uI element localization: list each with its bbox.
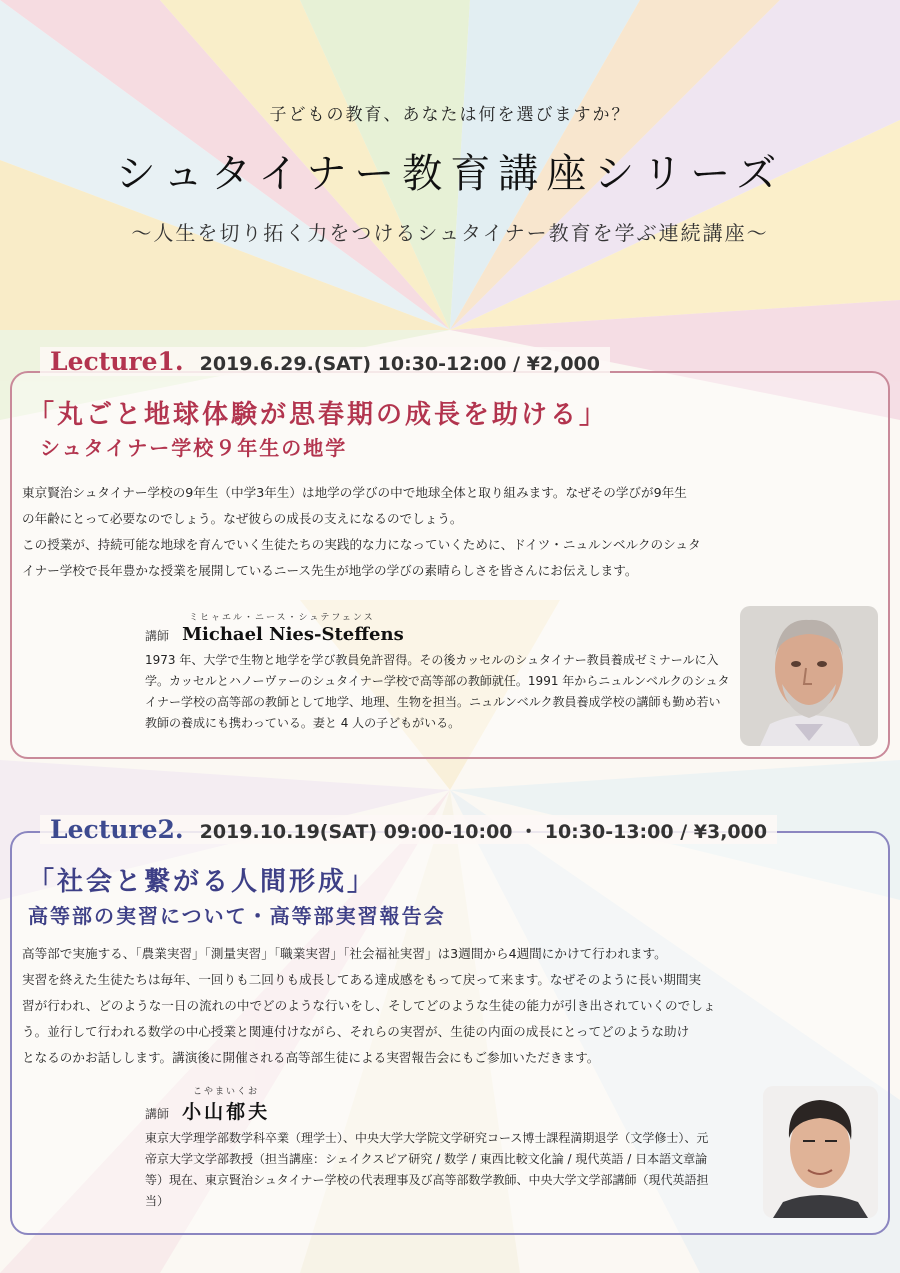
lecturer-bio <box>145 1128 735 1212</box>
lecturer1-photo <box>740 606 878 746</box>
description-line: 実習を終えた生徒たちは毎年、一回りも二回りも成長してある達成感をもって戻って来ます。なぜそのように長い期間実 <box>22 972 702 987</box>
lecturer-role: 講師 <box>145 629 170 643</box>
lecture1-header <box>40 347 610 376</box>
lecture2-lecturer <box>145 1084 735 1212</box>
lecturer-bio <box>145 650 735 734</box>
page-title: シュタイナー教育講座シリーズ <box>115 151 785 197</box>
lecturer-name: Michael Nies-Steffens <box>182 624 404 645</box>
lecture2-label: Lecture2. <box>50 815 184 844</box>
bio-line: 1973 年、大学で生物と地学を学び教員免許習得。その後カッセルのシュタイナー教員養成ゼミナールに入 <box>145 653 719 667</box>
lecture2-title: 「社会と繋がる人間形成」 <box>28 867 377 897</box>
lecturer-ruby: ミヒャエル・ニース・シュテフェンス <box>189 613 375 623</box>
lecture1-lecturer <box>145 610 735 734</box>
page-subtitle: ～人生を切り拓く力をつけるシュタイナー教育を学ぶ連続講座～ <box>131 221 769 245</box>
description-line: となるのかお話しします。講演後に開催される高等部生徒による実習報告会にもご参加いただきます。 <box>22 1050 600 1065</box>
lecture1-date: 2019.6.29.(SAT) 10:30-12:00 / ¥2,000 <box>199 353 600 375</box>
lecture1-subtitle: シュタイナー学校９年生の地学 <box>40 436 348 460</box>
description-line: 東京賢治シュタイナー学校の9年生（中学3年生）は地学の学びの中で地球全体と取り組みます。なぜその学びが9年生 <box>22 485 687 500</box>
tagline: 子どもの教育、あなたは何を選びますか？ <box>269 105 631 125</box>
lecturer2-photo <box>763 1086 878 1218</box>
bio-line: 東京大学理学部数学科卒業（理学士）、中央大学大学院文学研究コース博士課程満期退学（文学修士）、元 <box>145 1131 709 1145</box>
bio-line: 帝京大学文学部教授（担当講座：シェイクスピア研究 / 数学 / 東西比較文化論 / 現代英語 / 日本語文章論 <box>145 1152 708 1166</box>
bio-line: イナー学校の高等部の教師として地学、地理、生物を担当。ニュルンベルク教員養成学校の講師も勤め若い <box>145 695 721 709</box>
bio-line: 教師の養成にも携わっている。妻と 4 人の子どもがいる。 <box>145 716 461 730</box>
description-line: この授業が、持続可能な地球を育んでいく生徒たちの実践的な力になっていくために、ドイツ・ニュルンベルクのシュタ <box>22 537 701 552</box>
lecturer-ruby: こやまいくお <box>193 1087 260 1097</box>
bio-line: 学。カッセルとハノーヴァーのシュタイナー学校で高等部の教師就任。1991 年からニュルンベルクのシュタ <box>145 674 730 688</box>
lecture2-date: 2019.10.19(SAT) 09:00-10:00 ・ 10:30-13:00 / ¥3,000 <box>199 821 768 843</box>
lecture1-label: Lecture1. <box>50 347 184 376</box>
lecturer-name: 小山郁夫 <box>182 1101 271 1123</box>
lecture2-header <box>40 815 777 844</box>
description-line: の年齢にとって必要なのでしょう。なぜ彼らの成長の支えになるのでしょう。 <box>22 511 463 526</box>
lecture2-description <box>22 941 872 1071</box>
lecture2-subtitle: 高等部の実習について・高等部実習報告会 <box>28 904 446 928</box>
description-line: 高等部で実施する、「農業実習」「測量実習」「職業実習」「社会福祉実習」は3週間から4週間にかけて行われます。 <box>22 946 667 961</box>
lecture1-title: 「丸ごと地球体験が思春期の成長を助ける」 <box>28 400 609 430</box>
description-line: イナー学校で長年豊かな授業を展開しているニース先生が地学の学びの素晴らしさを皆さんにお伝えします。 <box>22 563 638 578</box>
lecturer-role: 講師 <box>145 1107 170 1121</box>
bio-line: 当） <box>145 1194 170 1208</box>
bio-line: 等）現在、東京賢治シュタイナー学校の代表理事及び高等部数学教師、中央大学文学部講師（現代英語担 <box>145 1173 709 1187</box>
lecture1-description <box>22 480 872 584</box>
description-line: う。並行して行われる数学の中心授業と関連付けながら、それらの実習が、生徒の内面の成長にとってどのような助け <box>22 1024 690 1039</box>
description-line: 習が行われ、どのような一日の流れの中でどのような行いをし、そしてどのような生徒の能力が引き出されていくのでしょ <box>22 998 716 1013</box>
